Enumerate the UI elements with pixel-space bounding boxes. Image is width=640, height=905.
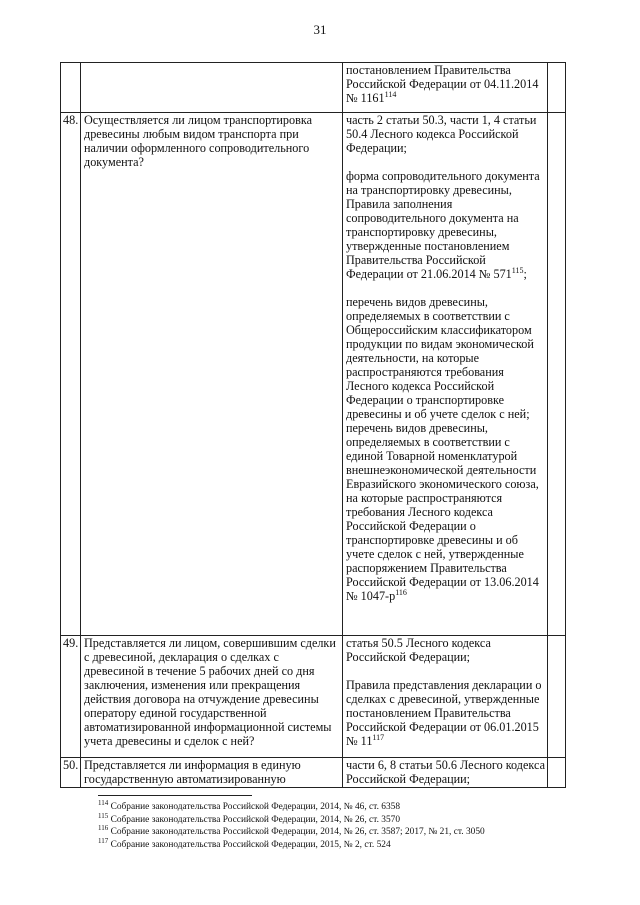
row-number: 50. <box>61 758 81 788</box>
reference-text: постановлением Правительства Российской Федерации от 04.11.2014 № 1161$^{114}$ <box>346 63 539 105</box>
footnote-number: 114 <box>98 798 109 807</box>
footnote <box>98 798 578 814</box>
footnote-marker: 116 <box>395 587 407 597</box>
footnote-number: 117 <box>98 836 109 845</box>
empty-cell <box>548 63 566 113</box>
question-cell <box>81 63 343 113</box>
reference-text: часть 2 статьи 50.3, части 1, 4 статьи 50.4 Лесного кодекса Российской Федерации; <box>346 113 537 155</box>
reference-cell <box>343 758 548 788</box>
row-number: 48. <box>61 113 81 636</box>
page-number: 31 <box>313 22 327 37</box>
footnote-text: Собрание законодательства Российской Федерации, 2014, № 26, ст. 3587; 2017, № 21, ст. 3050 <box>110 827 485 837</box>
reference-cell <box>343 113 548 636</box>
empty-cell <box>548 636 566 758</box>
reference-text: части 6, 8 статьи 50.6 Лесного кодекса Российской Федерации; <box>346 758 545 786</box>
row-number <box>61 63 81 113</box>
question-cell: Представляется ли информация в единую государственную автоматизированную <box>81 758 343 788</box>
footnote-text: Собрание законодательства Российской Федерации, 2015, № 2, ст. 524 <box>110 839 391 850</box>
reference-text: статья 50.5 Лесного кодекса Российской Федерации; <box>346 636 491 664</box>
table-row <box>61 636 566 758</box>
table-row <box>61 758 566 788</box>
empty-cell <box>548 758 566 788</box>
reference-text: форма сопроводительного документа на транспортировку древесины, Правила заполнения сопроводительного документа на транспортировку древесины, утвержденные постановлением Правительства Российской Федерации от 21.06.2014 № $571^{115}$; <box>346 169 540 281</box>
reference-cell <box>343 63 548 113</box>
footnote-separator <box>98 795 252 796</box>
empty-cell <box>548 113 566 636</box>
reference-text: перечень видов древесины, определяемых в соответствии с Общероссийским классификатором продукции по видам экономической деятельности, на которые распространяются требования Лесного кодекса Российской Федерации о транспортировке древесины и об учете сделок с ней; перечень видов древесины, определяемых в соответствии с единой Товарной номенклатурой внешнеэкономической деятельности Евразийского экономического союза, на которые распространяются требования Лесного кодекса Российской Федерации о транспортировке древесины и об учете сделок с ней, утвержденные распоряжением Правительства Российской Федерации от 13.06.2014 № $1047-р^{116}$ <box>346 295 539 603</box>
footnote-marker: 115 <box>511 265 524 275</box>
footnote-text: Собрание законодательства Российской Федерации, 2014, № 46, ст. 6358 <box>110 802 401 812</box>
question-cell: Осуществляется ли лицом транспортировка древесины любым видом транспорта при наличии оформленного сопроводительного документа? <box>81 113 343 636</box>
reference-text: Правила представления декларации о сделках с древесиной, утвержденные постановлением Правительства Российской Федерации от 06.01.2015 № $11^{117}$ <box>346 678 542 748</box>
footnote <box>98 836 578 852</box>
footnote-number: 116 <box>98 823 109 832</box>
row-number: 49. <box>61 636 81 758</box>
footnote <box>98 811 578 827</box>
question-cell: Представляется ли лицом, совершившим сделки с древесиной, декларация о сделках с древесиной в течение 5 рабочих дней со дня заключения, изменения или прекращения действия договора на отчуждение древесины оператору единой государственной автоматизированной информационной системы учета древесины и сделок с ней? <box>81 636 343 758</box>
reference-cell <box>343 636 548 758</box>
footnote-marker: 117 <box>372 732 385 742</box>
requirements-table <box>60 62 566 788</box>
footnote-text: Собрание законодательства Российской Федерации, 2014, № 26, ст. 3570 <box>110 814 401 825</box>
footnote-number: 115 <box>98 811 109 820</box>
footnote <box>98 823 578 839</box>
footnotes <box>98 798 578 851</box>
table-row <box>61 63 566 113</box>
table-row <box>61 113 566 636</box>
footnote-marker: 114 <box>384 89 397 99</box>
